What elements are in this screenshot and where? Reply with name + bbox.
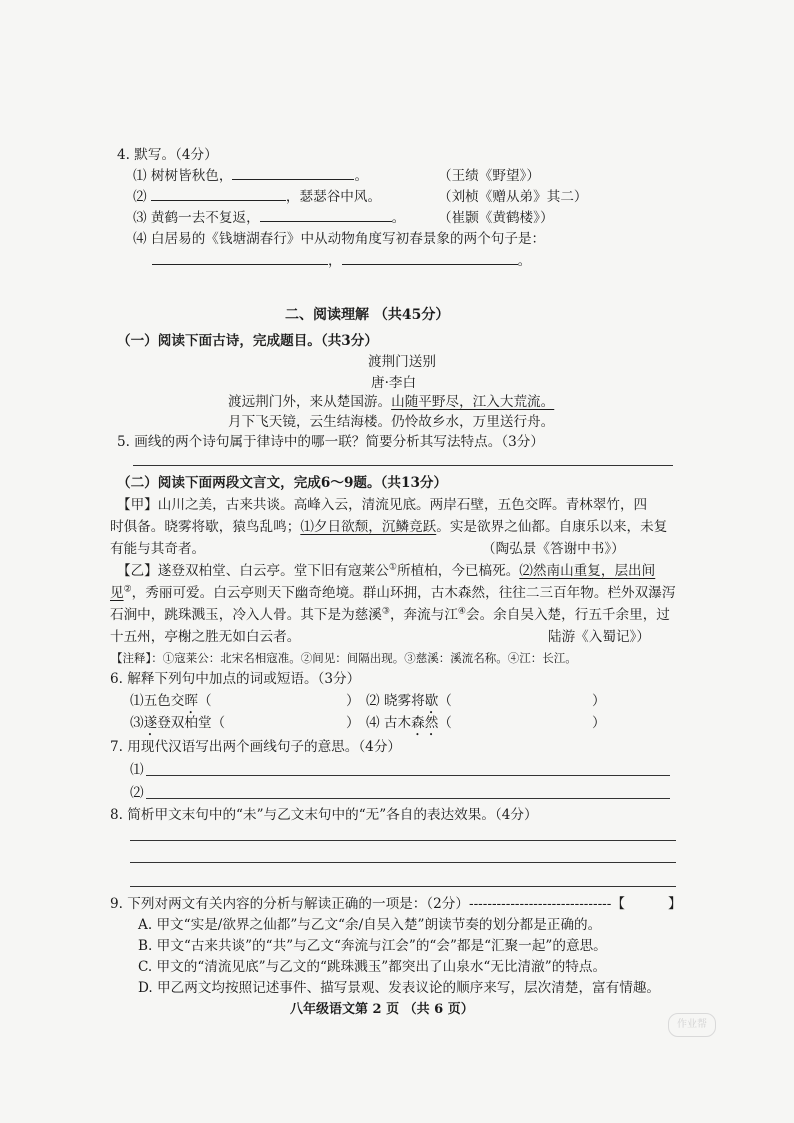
q9-answer-bracket[interactable]: 】: [668, 896, 682, 912]
answer-line[interactable]: [130, 886, 676, 887]
q9-option-b[interactable]: B. 甲文“古来共谈”的“共”与乙文“奔流与江会”的“会”都是“汇聚一起”的意思。: [138, 938, 607, 954]
q4-item-2: ⑵ ，瑟瑟谷中风。: [133, 189, 382, 205]
q6-item-3-close: ）: [346, 715, 360, 731]
answer-blank[interactable]: [232, 167, 354, 180]
q7-line-2-label: ⑵: [130, 785, 144, 801]
answer-line[interactable]: [130, 840, 676, 841]
q9-option-d[interactable]: D. 甲乙两文均按照记述事件、描写景观、发表议论的顺序来写，层次清楚，富有情趣。: [138, 980, 661, 996]
q4-item-2-source: （刘桢《赠从弟》其二）: [438, 189, 588, 205]
q4-item-3-source: （崔颢《黄鹤楼》）: [438, 210, 554, 226]
passage-jia-line-2: 时俱备。晓雾将歇，猿鸟乱鸣；⑴夕日欲颓，沉鳞竞跃。实是欲界之仙都。自康乐以来，未复: [110, 519, 668, 535]
passage-jia-line-1: 【甲】山川之美，古来共谈。高峰入云，清流见底。两岸石壁，五色交晖。青林翠竹，四: [117, 497, 648, 513]
answer-blank[interactable]: [342, 252, 518, 265]
answer-blank[interactable]: [151, 188, 286, 201]
q9-stem: 9. 下列对两文有关内容的分析与解读正确的一项是：（2分）-------------------------------【: [110, 896, 625, 912]
underlined-sentence-1: ⑴夕日欲颓，沉鳞竞跃: [300, 519, 437, 535]
answer-blank[interactable]: [260, 209, 392, 222]
q9-option-a[interactable]: A. 甲文“实是/欲界之仙都”与乙文“余/自吴入楚”朗读节奏的划分都是正确的。: [138, 917, 602, 933]
part1-header: （一）阅读下面古诗，完成题目。（共3分）: [117, 333, 378, 349]
q6-item-1: ⑴五色交晖（: [130, 693, 212, 709]
q6-item-2: ⑵ 晓雾将歇（: [366, 693, 452, 709]
passage-jia-line-3: 有能与其奇者。: [110, 541, 206, 557]
q7-stem: 7. 用现代汉语写出两个画线句子的意思。（4分）: [110, 739, 402, 755]
answer-line[interactable]: [146, 775, 670, 776]
q4-item-3: ⑶ 黄鹤一去不复返， 。: [133, 210, 406, 226]
section-title: 二、阅读理解 （共45分）: [285, 307, 450, 323]
page-footer: 八年级语文第 2 页 （共 6 页）: [290, 1002, 474, 1017]
q4-item-4-answer: ， 。: [152, 252, 531, 270]
underlined-verse: 山随平野尽，江入大荒流。: [391, 394, 555, 410]
passage-yi-line-1: 【乙】遂登双柏堂、白云亭。堂下旧有寇莱公①所植柏，今已槁死。⑵然南山重复，层出间: [117, 562, 656, 579]
q4-item-1-source: （王绩《野望》）: [438, 168, 540, 184]
q6-item-2-close: ）: [592, 693, 606, 709]
passage-yi-line-4: 十五州，亭榭之胜无如白云者。: [110, 629, 301, 645]
q8-stem: 8. 简析甲文末句中的“未”与乙文末句中的“无”各自的表达效果。（4分）: [110, 807, 538, 823]
q4-item-1: ⑴ 树树皆秋色， 。: [133, 168, 369, 184]
footnotes: 【注释】：①寇莱公：北宋名相寇准。②间见：间隔出现。③慈溪：溪流名称。④江：长江。: [111, 651, 577, 665]
poem-title: 渡荆门送别: [368, 354, 436, 370]
q6-item-4: ⑷ 古木森然（: [366, 715, 452, 731]
q9-option-c[interactable]: C. 甲文的“清流见底”与乙文的“跳珠溅玉”都突出了山泉水“无比清澈”的特点。: [138, 959, 607, 975]
poem-line-2: 月下飞天镜，云生结海楼。仍怜故乡水，万里送行舟。: [228, 414, 555, 430]
q6-item-4-close: ）: [592, 715, 606, 731]
answer-line[interactable]: [130, 862, 676, 863]
passage-yi-source: 陆游《入蜀记》）: [548, 629, 650, 645]
poem-author: 唐·李白: [371, 375, 417, 391]
watermark-logo: 作业帮: [668, 1013, 716, 1037]
q4-stem: 4. 默写。（4分）: [117, 147, 218, 163]
answer-line[interactable]: [146, 798, 670, 799]
passage-yi-line-3: 石涧中，跳珠溅玉，冷入人骨。其下是为慈溪③，奔流与江④会。余自吴入楚，行五千余里，过: [110, 606, 670, 623]
q6-stem: 6. 解释下列句中加点的词或短语。（3分）: [110, 671, 361, 687]
q6-item-3: ⑶遂登双柏堂（: [130, 715, 226, 731]
underlined-sentence-2: ⑵然南山重复，层出间: [519, 563, 656, 579]
answer-line[interactable]: [133, 465, 673, 466]
q6-item-1-close: ）: [346, 693, 360, 709]
q4-item-4: ⑷ 白居易的《钱塘湖春行》中从动物角度写初春景象的两个句子是：: [133, 231, 546, 247]
passage-yi-line-2: 见②，秀丽可爱。白云亭则天下幽奇绝境。群山环拥，古木森然，往往二三百年物。栏外双瀑泻: [110, 584, 676, 601]
q5-stem: 5. 画线的两个诗句属于律诗中的哪一联？简要分析其写法特点。（3分）: [117, 434, 544, 450]
poem-line-1: 渡远荆门外，来从楚国游。山随平野尽，江入大荒流。: [228, 394, 555, 410]
answer-blank[interactable]: [152, 252, 328, 265]
passage-jia-source: （陶弘景《答谢中书》）: [482, 541, 625, 557]
q7-line-1-label: ⑴: [130, 762, 144, 778]
part2-header: （二）阅读下面两段文言文，完成6～9题。（共13分）: [117, 475, 448, 491]
